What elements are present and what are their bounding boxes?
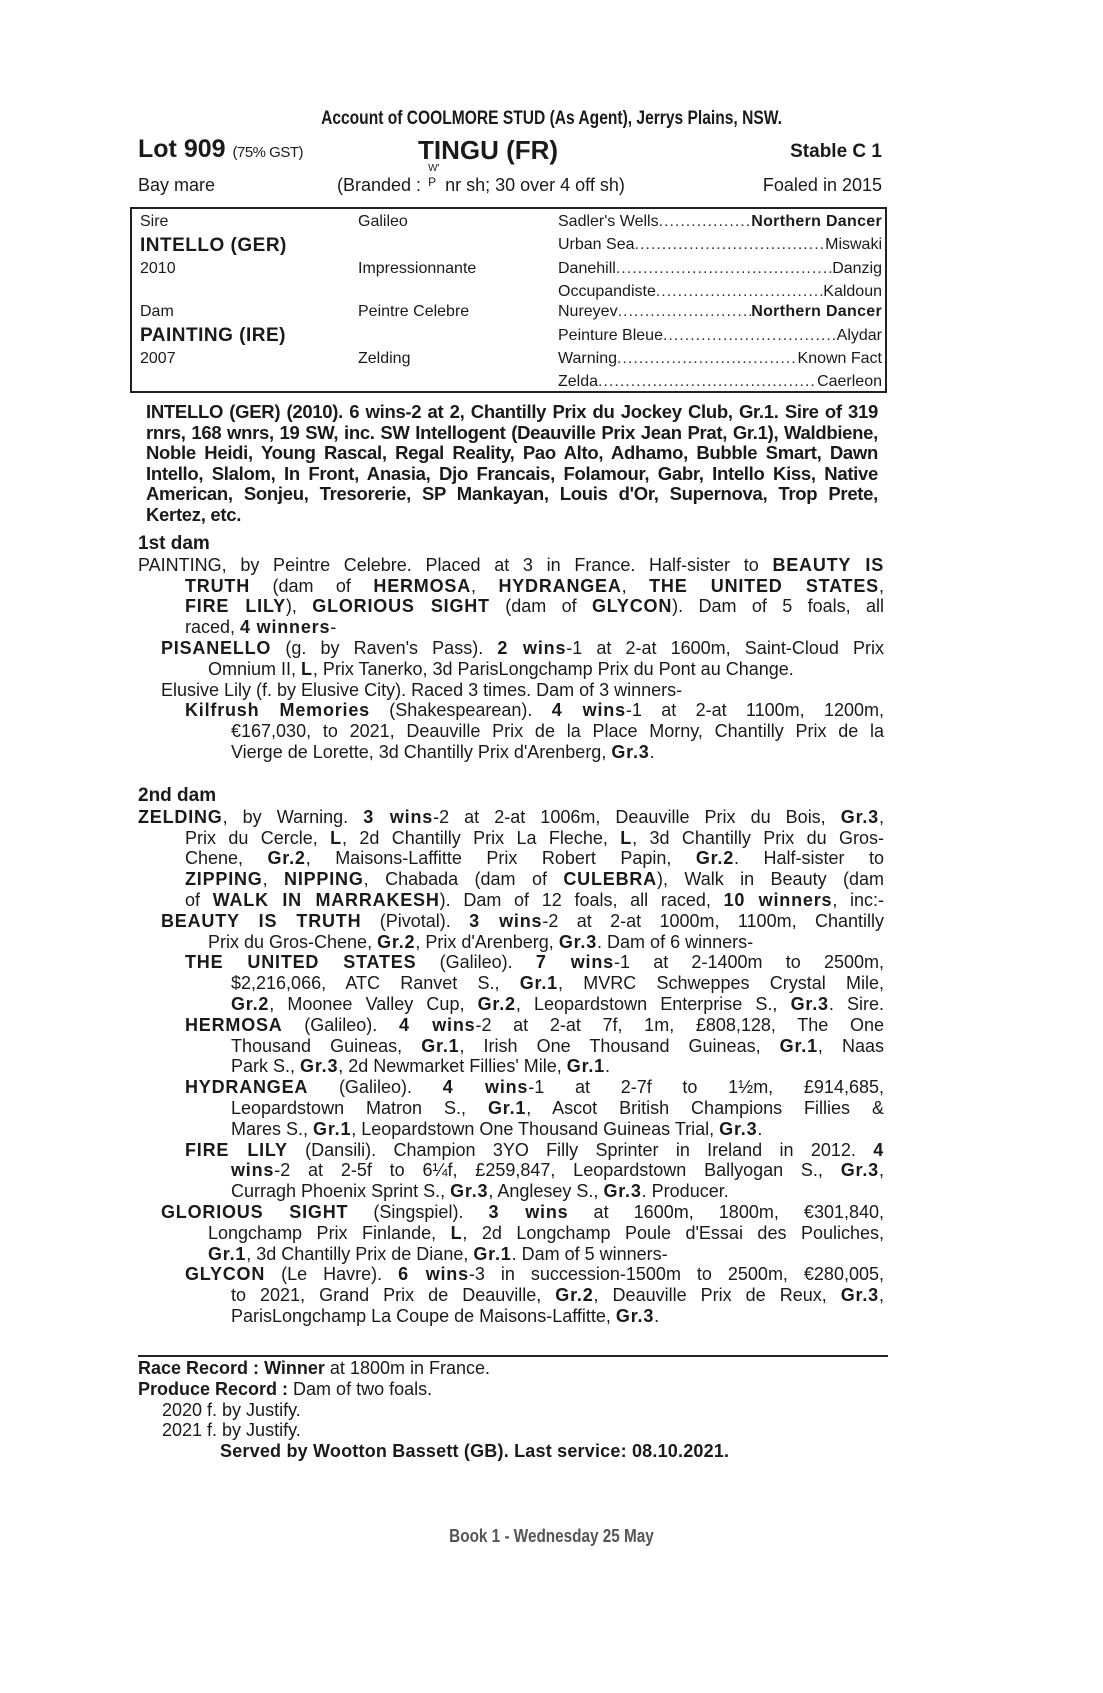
text: , Moonee Valley Cup, bbox=[269, 993, 478, 1014]
text: . bbox=[649, 741, 655, 762]
sire-label: Sire bbox=[140, 213, 169, 230]
bold-text: Gr.2 bbox=[267, 848, 306, 869]
great-grandparent-name: Warning bbox=[558, 350, 617, 367]
bold-text: 4 wins bbox=[551, 700, 626, 721]
text: , Chabada (dam of bbox=[363, 869, 564, 890]
bold-text: 7 wins bbox=[535, 952, 614, 973]
catalogue-line bbox=[138, 1285, 884, 1306]
bold-text: Gr.3 bbox=[840, 1285, 879, 1306]
text: - bbox=[330, 617, 337, 638]
text: €167,030, to 2021, Deauville Prix de la Place Morny, Chantilly Prix de la bbox=[231, 721, 884, 742]
page-footer: Book 1 - Wednesday 25 May bbox=[449, 1526, 654, 1546]
great-grandparent-sire: Miswaki bbox=[825, 236, 882, 253]
bold-text: GLORIOUS SIGHT bbox=[161, 1201, 349, 1222]
leader-dots bbox=[659, 213, 752, 231]
brand-prefix: (Branded : bbox=[337, 175, 422, 195]
lot-label: Lot 909 bbox=[138, 135, 226, 163]
bold-text: FIRE LILY bbox=[185, 596, 286, 617]
vendor-account: Account of COOLMORE STUD (As Agent), Jerrys Plains, NSW. bbox=[321, 108, 782, 129]
text: . bbox=[757, 1118, 763, 1139]
great-grandparent-name: Danehill bbox=[558, 260, 616, 277]
gst-note: (75% GST) bbox=[232, 144, 303, 161]
leader-dots bbox=[616, 260, 832, 278]
bold-text: Gr.1 bbox=[313, 1118, 352, 1139]
great-grandparent-name: Zelda bbox=[558, 373, 599, 390]
bold-text: Gr.1 bbox=[566, 1056, 605, 1077]
foal-entry: 2021 f. by Justify. bbox=[162, 1420, 301, 1441]
text: (Galileo). bbox=[308, 1077, 443, 1098]
text: Park S., bbox=[231, 1056, 301, 1077]
text: $2,216,066, ATC Ranvet S., bbox=[231, 973, 520, 994]
catalogue-line bbox=[138, 932, 884, 953]
catalogue-line bbox=[138, 1202, 884, 1223]
text: -1 at 2-at 1600m, Saint-Cloud Prix bbox=[566, 637, 884, 658]
catalogue-line bbox=[138, 1098, 884, 1119]
text: raced, bbox=[185, 617, 241, 638]
bold-text: Gr.3 bbox=[603, 1181, 642, 1202]
catalogue-line bbox=[138, 1036, 884, 1057]
great-grandparent-sire: Danzig bbox=[832, 260, 882, 277]
catalogue-line bbox=[138, 638, 884, 659]
catalogue-line bbox=[138, 680, 884, 701]
catalogue-line bbox=[138, 742, 884, 763]
bold-text: 3 wins bbox=[363, 806, 434, 827]
text: , 3d Chantilly Prix de Diane, bbox=[246, 1243, 474, 1264]
text: Elusive Lily (f. by Elusive City). Raced 3 times. Dam of 3 winners- bbox=[161, 679, 683, 700]
bold-text: GLYCON bbox=[185, 1264, 266, 1285]
text: , 2d Chantilly Prix La Fleche, bbox=[341, 827, 621, 848]
produce-record-text: Dam of two foals. bbox=[293, 1378, 433, 1399]
horse-details bbox=[138, 163, 882, 199]
bold-text: THE UNITED STATES bbox=[185, 952, 417, 973]
catalogue-line bbox=[138, 911, 884, 932]
race-record-label: Race Record : bbox=[138, 1358, 260, 1378]
bold-text: 2 wins bbox=[497, 637, 567, 658]
bold-text: L bbox=[330, 827, 342, 848]
great-grandparent-name: Occupandiste bbox=[558, 283, 656, 300]
bold-text: HYDRANGEA bbox=[185, 1077, 309, 1098]
bold-text: Kilfrush Memories bbox=[185, 700, 370, 721]
bold-text: Gr.1 bbox=[473, 1243, 512, 1264]
text: of bbox=[185, 889, 213, 910]
bold-text: ZELDING bbox=[138, 806, 223, 827]
text: -1 at 2-7f to 1½m, £914,685, bbox=[528, 1077, 884, 1098]
text: , bbox=[878, 1160, 884, 1181]
bold-text: ZIPPING bbox=[185, 869, 263, 890]
text: , Naas bbox=[817, 1035, 885, 1056]
bold-text: 3 wins bbox=[488, 1201, 569, 1222]
catalogue-line bbox=[138, 617, 884, 638]
great-grandparent bbox=[558, 260, 882, 278]
catalogue-line bbox=[138, 973, 884, 994]
bold-text: Gr.3 bbox=[300, 1056, 339, 1077]
text: ). Dam of 5 foals, all bbox=[672, 596, 885, 617]
text: , 2d Newmarket Fillies' Mile, bbox=[338, 1056, 567, 1077]
foal-entry: 2020 f. by Justify. bbox=[162, 1399, 301, 1420]
brand-mark-icon bbox=[426, 163, 440, 191]
bold-text: FIRE LILY bbox=[185, 1139, 288, 1160]
grandsire-paternal: Galileo bbox=[358, 213, 408, 230]
catalogue-line bbox=[138, 1181, 884, 1202]
text: Longchamp Prix Finlande, bbox=[208, 1222, 451, 1243]
great-grandparent bbox=[558, 350, 882, 368]
text: , bbox=[471, 575, 499, 596]
bold-text: Gr.2 bbox=[695, 848, 735, 869]
grandsire-maternal: Peintre Celebre bbox=[358, 303, 470, 320]
catalogue-line bbox=[138, 1264, 884, 1285]
bold-text: Gr.1 bbox=[519, 973, 558, 994]
pedigree-table bbox=[130, 207, 887, 393]
sire-year: 2010 bbox=[140, 260, 176, 277]
great-grandparent bbox=[558, 213, 882, 231]
great-grandparent-name: Sadler's Wells bbox=[558, 213, 659, 230]
second-dam-body bbox=[138, 807, 884, 1327]
bold-text: Gr.1 bbox=[208, 1243, 247, 1264]
bold-text: 4 winners bbox=[240, 617, 331, 638]
leader-dots bbox=[617, 350, 798, 368]
text: Chene, bbox=[185, 848, 268, 869]
horse-name: TINGU (FR) bbox=[418, 135, 559, 165]
great-grandparent-name: Nureyev bbox=[558, 303, 618, 320]
text: -3 in succession-1500m to 2500m, €280,005, bbox=[468, 1264, 884, 1285]
leader-dots bbox=[618, 303, 752, 321]
sex-colour: Bay mare bbox=[138, 175, 216, 195]
great-grandparent-sire: Known Fact bbox=[797, 350, 882, 367]
text: Mares S., bbox=[231, 1118, 314, 1139]
first-dam-section bbox=[138, 534, 884, 763]
bold-text: NIPPING bbox=[284, 869, 364, 890]
dam-name: PAINTING (IRE) bbox=[140, 325, 286, 346]
text: . Sire. bbox=[828, 993, 884, 1014]
catalogue-line bbox=[138, 1140, 884, 1161]
great-grandparent-sire: Alydar bbox=[836, 327, 882, 344]
catalogue-line bbox=[138, 807, 884, 828]
text: ), bbox=[285, 596, 313, 617]
bold-text: HYDRANGEA bbox=[498, 575, 622, 596]
bold-text: Gr.3 bbox=[450, 1181, 489, 1202]
dam-label: Dam bbox=[140, 303, 174, 320]
text: , bbox=[621, 575, 650, 596]
text: Prix du Gros-Chene, bbox=[208, 931, 378, 952]
brand-description bbox=[337, 163, 625, 196]
text: (Galileo). bbox=[282, 1014, 399, 1035]
bold-text: Gr.3 bbox=[840, 806, 879, 827]
bold-text: Gr.1 bbox=[421, 1035, 460, 1056]
text: (Singspiel). bbox=[348, 1201, 489, 1222]
bold-text: Gr.3 bbox=[611, 741, 650, 762]
text: . Producer. bbox=[641, 1181, 729, 1202]
bold-text: GLYCON bbox=[591, 596, 673, 617]
bold-text: Gr.3 bbox=[558, 931, 598, 952]
bold-text: GLORIOUS SIGHT bbox=[312, 596, 490, 617]
catalogue-line bbox=[138, 869, 884, 890]
bold-text: PISANELLO bbox=[161, 637, 272, 658]
catalogue-line bbox=[138, 1056, 884, 1077]
text: , Leopardstown Enterprise S., bbox=[515, 993, 791, 1014]
great-grandparent bbox=[558, 327, 882, 345]
catalogue-line bbox=[138, 1223, 884, 1244]
text: (dam of bbox=[250, 575, 374, 596]
text: -2 at 2-at 7f, 1m, £808,128, The One bbox=[475, 1014, 884, 1035]
text: , bbox=[262, 869, 285, 890]
text: to 2021, Grand Prix de Deauville, bbox=[231, 1285, 556, 1306]
text: (dam of bbox=[489, 596, 592, 617]
text: -1 at 2-at 1100m, 1200m, bbox=[625, 700, 884, 721]
great-grandparent-sire: Northern Dancer bbox=[751, 213, 882, 230]
second-dam-title: 2nd dam bbox=[138, 785, 217, 806]
text: Thousand Guineas, bbox=[231, 1035, 422, 1056]
bold-text: 4 bbox=[873, 1139, 884, 1160]
sire-name: INTELLO (GER) bbox=[140, 235, 287, 256]
great-grandparent-name: Urban Sea bbox=[558, 236, 635, 253]
text: (Pivotal). bbox=[361, 910, 470, 931]
catalogue-line bbox=[138, 1119, 884, 1140]
first-dam-title: 1st dam bbox=[138, 533, 210, 554]
bold-text: Gr.2 bbox=[555, 1285, 594, 1306]
catalogue-line bbox=[138, 700, 884, 721]
catalogue-line bbox=[138, 1077, 884, 1098]
foaled-year: Foaled in 2015 bbox=[762, 175, 882, 195]
granddam-maternal: Zelding bbox=[358, 350, 411, 367]
text: Prix du Cercle, bbox=[185, 827, 331, 848]
great-grandparent bbox=[558, 373, 882, 391]
produce-record bbox=[138, 1379, 888, 1400]
bold-text: 3 wins bbox=[469, 910, 543, 931]
catalogue-line bbox=[138, 596, 884, 617]
stable-location: Stable C 1 bbox=[790, 141, 882, 162]
text: -2 at 2-at 1006m, Deauville Prix du Bois, bbox=[433, 806, 841, 827]
text: , Prix d'Arenberg, bbox=[415, 931, 559, 952]
text: , Irish One Thousand Guineas, bbox=[459, 1035, 780, 1056]
catalogue-line bbox=[138, 828, 884, 849]
catalogue-line bbox=[138, 659, 884, 680]
first-dam-body bbox=[138, 555, 884, 763]
bold-text: TRUTH bbox=[185, 575, 250, 596]
brand-mark-bottom: P bbox=[428, 175, 437, 189]
catalogue-line bbox=[138, 1160, 884, 1181]
text: , 2d Longchamp Poule d'Essai des Pouliches, bbox=[462, 1222, 884, 1243]
text: , Anglesey S., bbox=[488, 1181, 604, 1202]
text: , Deauville Prix de Reux, bbox=[593, 1285, 841, 1306]
text: , MVRC Schweppes Crystal Mile, bbox=[557, 973, 884, 994]
great-grandparent bbox=[558, 283, 882, 301]
lot-number bbox=[138, 135, 303, 164]
text: ), Walk in Beauty (dam bbox=[656, 869, 884, 890]
bold-text: 4 wins bbox=[442, 1077, 529, 1098]
granddam-paternal: Impressionnante bbox=[358, 260, 477, 277]
great-grandparent-name: Peinture Bleue bbox=[558, 327, 663, 344]
bold-text: Gr.2 bbox=[377, 931, 416, 952]
text: , Leopardstown One Thousand Guineas Trial, bbox=[351, 1118, 720, 1139]
bold-text: Gr.3 bbox=[719, 1118, 758, 1139]
bold-text: 10 winners bbox=[723, 889, 833, 910]
great-grandparent bbox=[558, 303, 882, 321]
leader-dots bbox=[656, 283, 823, 301]
text: (Dansili). Champion 3YO Filly Sprinter in Ireland in 2012. bbox=[287, 1139, 874, 1160]
bold-text: Gr.1 bbox=[779, 1035, 818, 1056]
brand-suffix: nr sh; 30 over 4 off sh) bbox=[445, 175, 625, 195]
bold-text: 4 wins bbox=[398, 1014, 476, 1035]
bold-text: Gr.2 bbox=[477, 993, 516, 1014]
catalogue-line bbox=[138, 994, 884, 1015]
text: (Shakespearean). bbox=[369, 700, 552, 721]
catalogue-line bbox=[138, 952, 884, 973]
bold-text: L bbox=[620, 827, 633, 848]
text: Vierge de Lorette, 3d Chantilly Prix d'Arenberg, bbox=[231, 741, 612, 762]
divider bbox=[138, 1355, 888, 1357]
text: , Prix Tanerko, 3d ParisLongchamp Prix du Pont au Change. bbox=[312, 658, 794, 679]
service-info: Served by Wootton Bassett (GB). Last service: 08.10.2021. bbox=[220, 1441, 730, 1462]
text: (g. by Raven's Pass). bbox=[271, 637, 498, 658]
great-grandparent-sire: Kaldoun bbox=[823, 283, 882, 300]
text: , Ascot British Champions Fillies & bbox=[526, 1097, 884, 1118]
catalogue-line bbox=[138, 1244, 884, 1265]
brand-mark-top: W' bbox=[428, 163, 440, 174]
dam-year: 2007 bbox=[140, 350, 176, 367]
bold-text: BEAUTY IS TRUTH bbox=[161, 910, 362, 931]
great-grandparent-sire: Northern Dancer bbox=[751, 303, 882, 320]
text: , bbox=[879, 806, 885, 827]
text: , bbox=[878, 575, 884, 596]
catalogue-line bbox=[138, 576, 884, 597]
leader-dots bbox=[635, 236, 826, 254]
text: -1 at 2-1400m to 2500m, bbox=[613, 952, 884, 973]
bold-text: Gr.1 bbox=[487, 1097, 527, 1118]
produce-record-label: Produce Record : bbox=[138, 1378, 289, 1399]
catalogue-line bbox=[138, 721, 884, 742]
sire-summary: INTELLO (GER) (2010). 6 wins-2 at 2, Chantilly Prix du Jockey Club, Gr.1. Sire of 319 rnrs, 168 wnrs, 19 SW, inc. SW Intellogent (Deauville Prix Jean Prat, Gr.1), Waldbiene, Noble Heidi, Young Rascal, Regal Reality, Pao Alto, Adhamo, Bubble Smart, Dawn Intello, Slalom, In Front, Anasia, Djo Francais, Folamour, Gabr, Intello Kiss, Native American, Sonjeu, Tresorerie, SP Mankayan, Louis d'Or, Supernova, Trop Prete, Kertez, etc. bbox=[146, 401, 878, 525]
catalogue-line bbox=[138, 848, 884, 869]
text: . bbox=[605, 1056, 611, 1077]
text: , by Warning. bbox=[222, 806, 364, 827]
catalogue-line bbox=[138, 1015, 884, 1036]
text: . bbox=[654, 1305, 660, 1326]
bold-text: 6 wins bbox=[398, 1264, 469, 1285]
text: (Le Havre). bbox=[265, 1264, 399, 1285]
bold-text: Gr.3 bbox=[615, 1305, 655, 1326]
bold-text: Gr.3 bbox=[790, 993, 829, 1014]
text: . Half-sister to bbox=[734, 848, 884, 869]
text: , 3d Chantilly Prix du Gros- bbox=[632, 827, 885, 848]
great-grandparent-sire: Caerleon bbox=[817, 373, 882, 390]
text: Leopardstown Matron S., bbox=[231, 1097, 488, 1118]
bold-text: BEAUTY IS bbox=[772, 554, 885, 575]
second-dam-section bbox=[138, 786, 884, 1327]
text: -2 at 2-at 1000m, 1100m, Chantilly bbox=[542, 910, 884, 931]
bold-text: Gr.2 bbox=[231, 993, 270, 1014]
records-section bbox=[138, 1358, 888, 1462]
race-record-result: Winner bbox=[264, 1358, 325, 1378]
text: ParisLongchamp La Coupe de Maisons-Laffitte, bbox=[231, 1305, 616, 1326]
text: ). Dam of 12 foals, all raced, bbox=[439, 889, 724, 910]
bold-text: wins bbox=[231, 1160, 275, 1181]
text: -2 at 2-5f to 6¼f, £259,847, Leopardstown Ballyogan S., bbox=[274, 1160, 841, 1181]
lot-header bbox=[138, 135, 882, 165]
text: . Dam of 6 winners- bbox=[597, 931, 754, 952]
race-record bbox=[138, 1358, 888, 1379]
bold-text: THE UNITED STATES bbox=[649, 575, 879, 596]
text: at 1600m, 1800m, €301,840, bbox=[568, 1201, 885, 1222]
catalogue-line bbox=[138, 890, 884, 911]
great-grandparent bbox=[558, 236, 882, 254]
bold-text: HERMOSA bbox=[373, 575, 471, 596]
bold-text: WALK IN MARRAKESH bbox=[212, 889, 440, 910]
text: , Maisons-Laffitte Prix Robert Papin, bbox=[305, 848, 696, 869]
catalogue-line bbox=[138, 1306, 884, 1327]
text: (Galileo). bbox=[416, 952, 536, 973]
bold-text: HERMOSA bbox=[185, 1014, 283, 1035]
text: . Dam of 5 winners- bbox=[511, 1243, 668, 1264]
text: PAINTING, by Peintre Celebre. Placed at 3 in France. Half-sister to bbox=[138, 554, 773, 575]
text: Curragh Phoenix Sprint S., bbox=[231, 1181, 451, 1202]
leader-dots bbox=[663, 327, 837, 345]
bold-text: L bbox=[301, 658, 313, 679]
bold-text: Gr.3 bbox=[840, 1160, 879, 1181]
catalogue-line bbox=[138, 555, 884, 576]
bold-text: CULEBRA bbox=[563, 869, 657, 890]
text: Omnium II, bbox=[208, 658, 302, 679]
text: , inc:- bbox=[832, 889, 885, 910]
race-record-text: at 1800m in France. bbox=[329, 1358, 491, 1378]
leader-dots bbox=[598, 373, 817, 391]
text: , bbox=[878, 1285, 884, 1306]
bold-text: L bbox=[450, 1222, 463, 1243]
